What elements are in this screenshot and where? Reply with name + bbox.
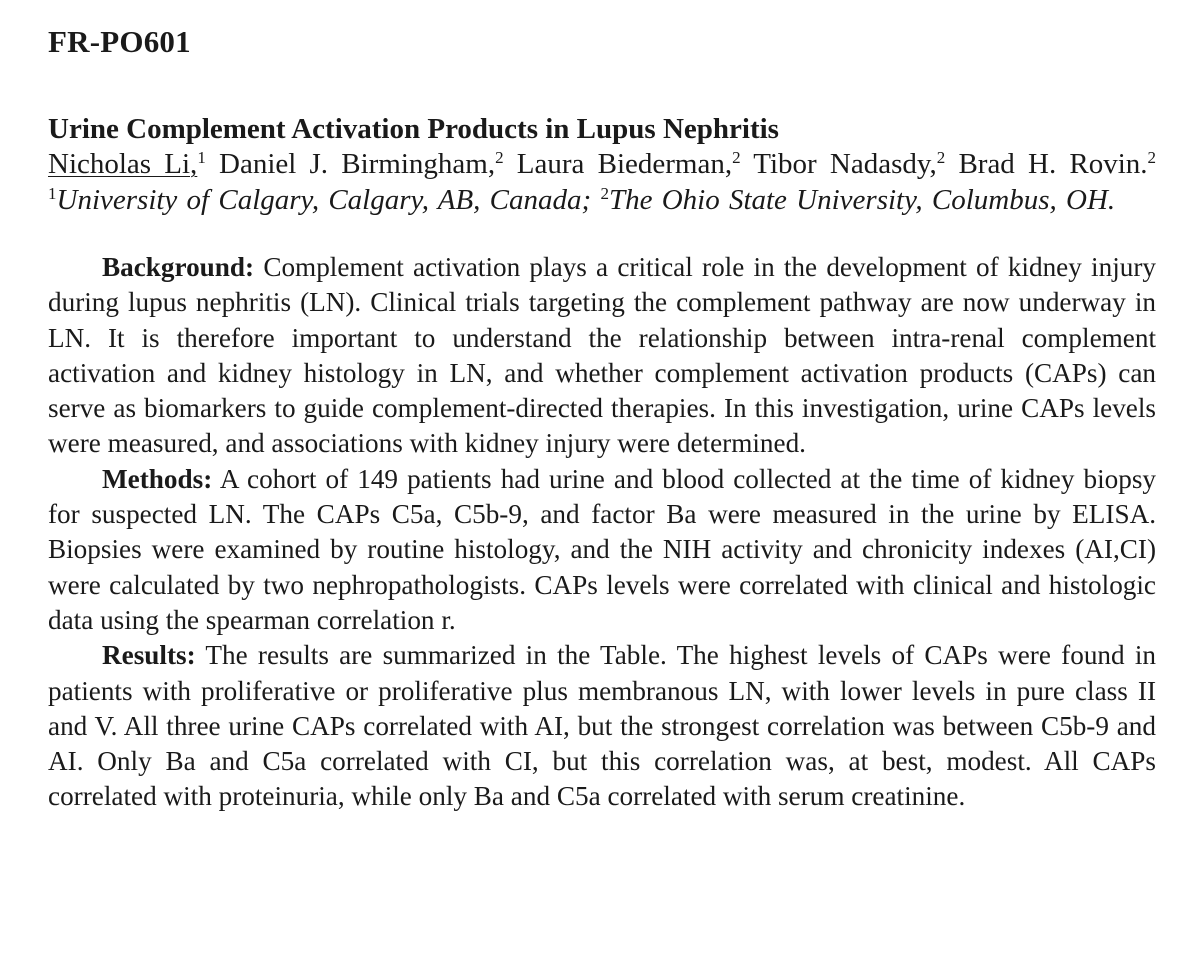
affiliation-mark: 2 [600,184,609,203]
author-name: Tibor Nadasdy, [753,148,937,180]
author-affiliation-mark: 2 [495,148,504,167]
section-text: The results are summarized in the Table. The highest levels of CAPs were found in patients with proliferative or proliferative plus membranous LN, with lower levels in pure class II and V. All three urine CAPs correlated with AI, but the strongest correlation was between C5b-9 and AI. Only Ba and C5a correlated with CI, but this correlation was, at best, modest. All CAPs correlated with proteinuria, while only Ba and C5a correlated with serum creatinine. [48,640,1156,812]
author-affiliation-mark: 1 [197,148,206,167]
abstract-id: FR-PO601 [48,24,191,59]
author-presenter: Nicholas Li, [48,148,198,180]
author-name: Laura Biederman, [516,148,733,180]
section-text: Complement activation plays a critical role in the development of kidney injury during lupus nephritis (LN). Clinical trials targeting the complement pathway are now underway in LN. It is therefore important to understand the relationship between intra-renal complement activation and kidney histology in LN, and whether complement activation products (CAPs) can serve as biomarkers to guide complement-directed therapies. In this investigation, urine CAPs levels were measured, and associations with kidney injury were determined. [48,252,1157,459]
section-text: A cohort of 149 patients had urine and blood collected at the time of kidney biopsy for suspected LN. The CAPs C5a, C5b-9, and factor Ba were measured in the urine by ELISA. Biopsies were examined by routine histology, and the NIH activity and chronicity indexes (AI,CI) were calculated by two nephropathologists. CAPs levels were correlated with clinical and histologic data using the spearman correlation r. [48,463,1156,635]
section-methods [48,462,1156,638]
affiliation-text: The Ohio State University, Columbus, OH. [608,184,1116,216]
author-affiliation-mark: 2 [1147,148,1157,167]
affiliation-mark: 1 [48,184,57,203]
section-results [48,638,1156,814]
abstract-title: Urine Complement Activation Products in Lupus Nephritis [48,113,779,145]
byline [48,146,1156,218]
author-name: Brad H. Rovin. [958,148,1148,180]
section-heading: Methods: [102,463,213,494]
author-affiliation-mark: 2 [936,148,946,167]
abstract-body [48,250,1156,815]
affiliation-text: University of Calgary, Calgary, AB, Canada; [56,184,592,216]
author-name: Daniel J. Birmingham, [219,148,496,180]
section-heading: Results: [102,640,196,671]
author-affiliation-mark: 2 [732,148,741,167]
section-background [48,250,1156,462]
section-heading: Background: [102,252,255,282]
